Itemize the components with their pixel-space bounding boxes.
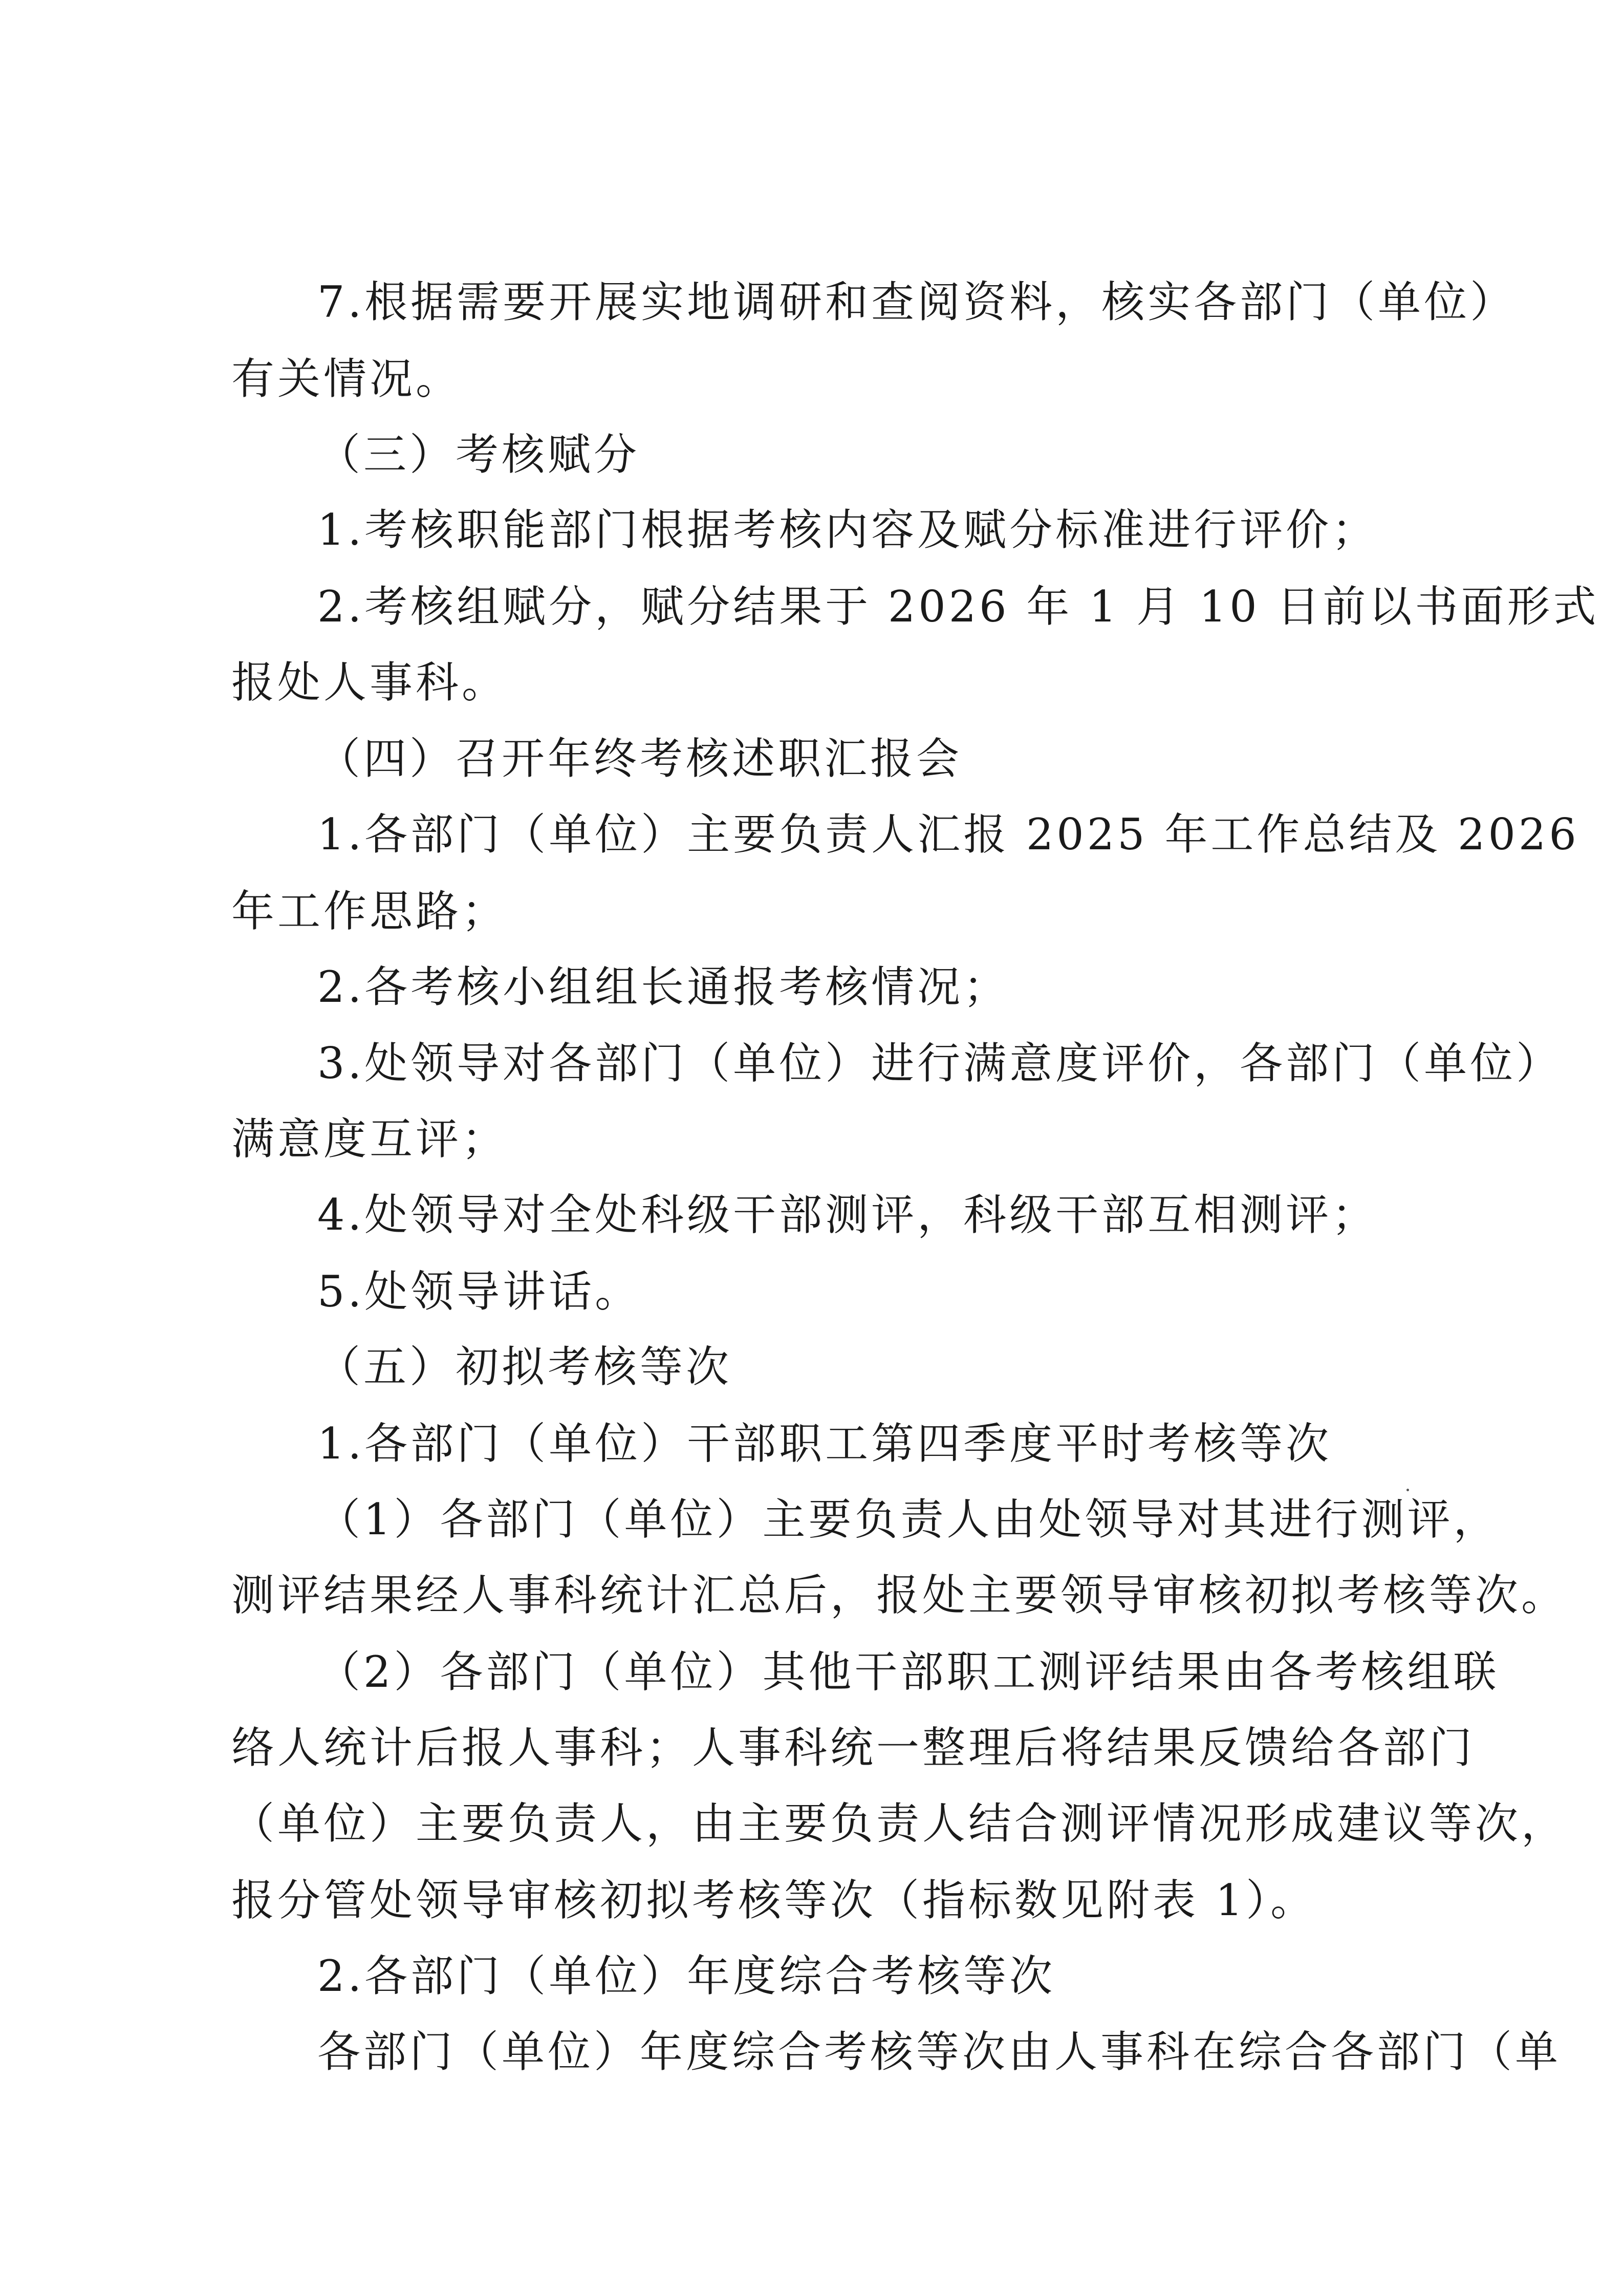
scan-speck <box>1406 1489 1409 1491</box>
section-heading: （五）初拟考核等次 <box>317 1342 732 1392</box>
paragraph-line: 1.考核职能部门根据考核内容及赋分标准进行评价； <box>317 505 1378 555</box>
paragraph-line: 测评结果经人事科统计汇总后，报处主要领导审核初拟考核等次。 <box>231 1570 1568 1620</box>
paragraph-line: （单位）主要负责人，由主要负责人结合测评情况形成建议等次， <box>231 1798 1568 1849</box>
paragraph-line: 各部门（单位）年度综合考核等次由人事科在综合各部门（单 <box>317 2027 1562 2077</box>
paragraph-line: 年工作思路； <box>231 886 508 936</box>
paragraph-line: 报分管处领导审核初拟考核等次（指标数见附表 1）。 <box>231 1875 1317 1925</box>
paragraph-line: 7.根据需要开展实地调研和查阅资料，核实各部门（单位） <box>317 277 1517 327</box>
paragraph-line: 有关情况。 <box>231 354 462 404</box>
paragraph-line: 2.各考核小组组长通报考核情况； <box>317 962 1010 1012</box>
section-heading: （三）考核赋分 <box>317 430 640 480</box>
paragraph-line: 满意度互评； <box>231 1114 508 1164</box>
paragraph-line: 报处人事科。 <box>231 657 508 707</box>
section-heading: （四）召开年终考核述职汇报会 <box>317 734 963 784</box>
subsection-heading: 2.各部门（单位）年度综合考核等次 <box>317 1951 1056 2001</box>
subsection-heading: 1.各部门（单位）干部职工第四季度平时考核等次 <box>317 1419 1332 1469</box>
paragraph-line: （2）各部门（单位）其他干部职工测评结果由各考核组联 <box>317 1647 1500 1697</box>
paragraph-line: 4.处领导对全处科级干部测评，科级干部互相测评； <box>317 1190 1378 1240</box>
paragraph-line: 3.处领导对各部门（单位）进行满意度评价，各部门（单位） <box>317 1038 1563 1088</box>
paragraph-line: 2.考核组赋分，赋分结果于 2026 年 1 月 10 日前以书面形式 <box>317 582 1599 632</box>
paragraph-line: 络人统计后报人事科；人事科统一整理后将结果反馈给各部门 <box>231 1723 1476 1773</box>
paragraph-line: （1）各部门（单位）主要负责人由处领导对其进行测评， <box>317 1494 1500 1544</box>
paragraph-line: 5.处领导讲话。 <box>317 1267 641 1317</box>
paragraph-line: 1.各部门（单位）主要负责人汇报 2025 年工作总结及 2026 <box>317 809 1579 860</box>
